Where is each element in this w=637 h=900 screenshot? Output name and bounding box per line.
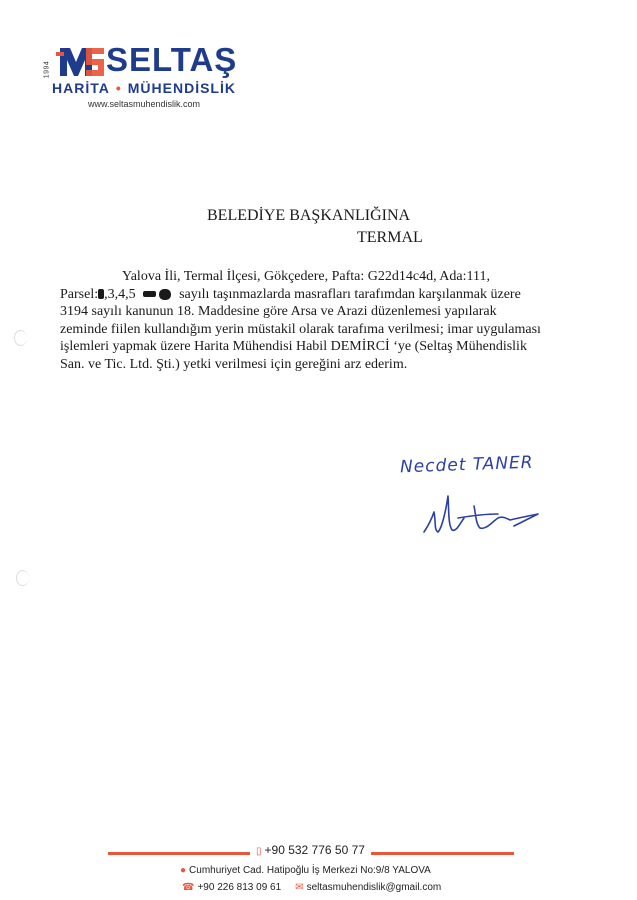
- footer-mobile: [250, 843, 371, 857]
- body-line-2-numbers: ,3,4,5: [104, 286, 136, 302]
- body-line-5: işlemleri yapmak üzere Harita Mühendisi Habil DEMİRCİ ‘ye (Seltaş Mühendislik: [60, 339, 527, 354]
- footer-address: [180, 865, 431, 876]
- logo-website: www.seltasmuhendislik.com: [88, 99, 201, 109]
- logo-brand-name: SELTAŞ: [106, 41, 238, 78]
- logo-subtitle: [52, 80, 236, 96]
- phone-icon: ☎: [182, 882, 195, 893]
- footer-email: seltasmuhendislik@gmail.com: [306, 882, 442, 893]
- footer-landline: +90 226 813 09 61: [197, 882, 282, 893]
- signature-name: Necdet TANER: [399, 452, 534, 478]
- location-pin-icon: ●: [180, 865, 187, 876]
- letter-heading: [207, 205, 423, 249]
- body-line-2-rest: sayılı taşınmazlarda masrafları tarafımdan karşılanmak üzere: [179, 286, 521, 302]
- logo-subtitle-right: MÜHENDİSLİK: [127, 80, 236, 96]
- body-line-2-parsel: Parsel:: [60, 286, 99, 302]
- redaction-mark: [143, 291, 156, 297]
- body-line-1: Yalova İli, Termal İlçesi, Gökçedere, Pafta: G22d14c4d, Ada:111,: [122, 269, 490, 284]
- heading-line-2: TERMAL: [357, 229, 423, 246]
- body-line-4: zeminde fiilen kullandığım yerin müstakil olarak tarafıma verilmesi; imar uygulaması: [60, 321, 541, 337]
- logo-year: 1994: [43, 60, 51, 79]
- footer-mobile-number: +90 532 776 50 77: [264, 843, 365, 857]
- footer-address-text: Cumhuriyet Cad. Hatipoğlu İş Merkezi No:9/8 YALOVA: [189, 865, 431, 876]
- body-line-3: 3194 sayılı kanunun 18. Maddesine göre Arsa ve Arazi düzenlemesi yapılarak: [60, 304, 497, 319]
- letter-body: [60, 268, 588, 373]
- binder-hole-mark: [14, 330, 27, 346]
- logo-subtitle-left: HARİTA: [52, 80, 110, 96]
- logo-dot-icon: •: [115, 80, 122, 96]
- binder-hole-mark: [16, 570, 29, 586]
- mail-icon: ✉: [295, 882, 304, 893]
- footer-contact: [182, 882, 441, 893]
- redaction-mark: [159, 289, 171, 300]
- signature-scribble: [418, 488, 544, 538]
- body-line-2: [60, 286, 588, 304]
- company-logo: [40, 36, 270, 116]
- heading-line-1: BELEDİYE BAŞKANLIĞINA: [207, 207, 411, 224]
- body-line-6: San. ve Tic. Ltd. Şti.) yetki verilmesi için gereğini arz ederim.: [60, 356, 408, 372]
- logo-mark-icon: [56, 40, 108, 80]
- mobile-phone-icon: ▯: [256, 846, 262, 857]
